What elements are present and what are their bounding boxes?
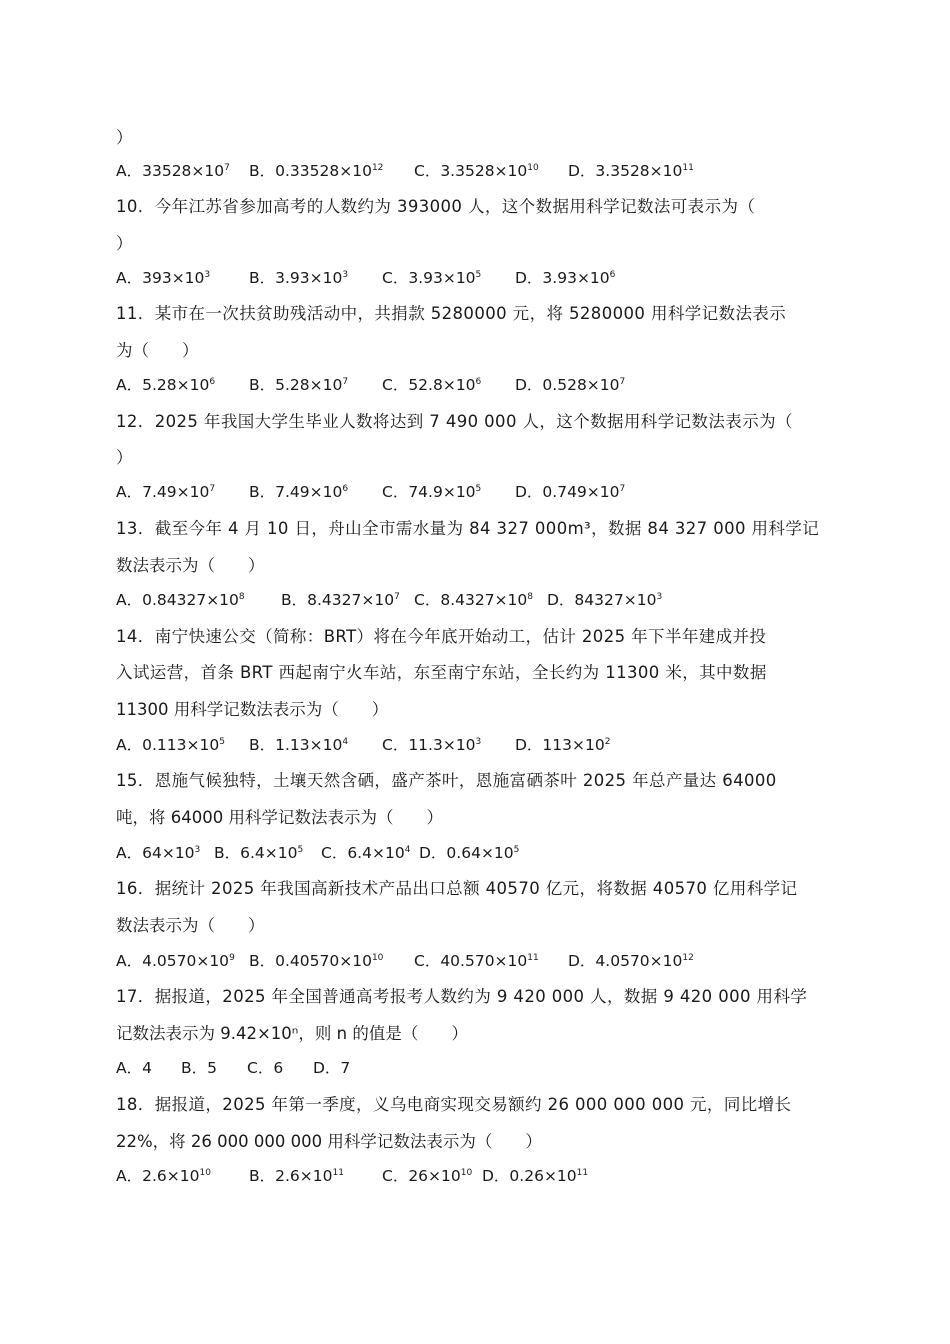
q13-option-a: A．$0.84327\times 10^8$ (116, 591, 245, 609)
q9-option-a: A．$33528\times 10^7$ (116, 162, 230, 180)
q17-option-c: C．6 (247, 1059, 284, 1077)
q11-option-a: A．$5.28\times 10^6$ (116, 376, 216, 394)
q11-option-c: C．$52.8\times 10^6$ (382, 376, 482, 394)
q11-option-d: D．$0.528\times 10^7$ (515, 376, 626, 394)
q14-option-d: D．$113\times 10^2$ (515, 736, 611, 754)
q12-text: 12．2025 年我国大学生毕业人数将达到 7 490 000 人，这个数据用科学记数法表示为（ (116, 412, 793, 431)
q18-option-a: A．$2.6\times 10^{10}$ (116, 1167, 211, 1185)
q13-text: 13．截至今年 4 月 10 日，舟山全市需水量为 84 327 000m³，数据 84 327 000 用科学记 (116, 519, 820, 538)
q14-tail: 11300 用科学记数法表示为（ ） (116, 700, 389, 719)
q14-text: 14．南宁快速公交（简称：BRT）将在今年底开始动工，估计 2025 年下半年建成并投 (116, 627, 767, 646)
q15-tail: 吨，将 64000 用科学记数法表示为（ ） (116, 808, 443, 827)
q16-option-d: D．$4.0570\times 10^{12}$ (568, 952, 694, 970)
q13-option-c: C．$8.4327\times 10^8$ (414, 591, 534, 609)
q17-option-a: A．4 (116, 1059, 152, 1077)
q9-option-d: D．$3.3528\times 10^{11}$ (568, 162, 694, 180)
q12-option-c: C．$74.9\times 10^5$ (382, 483, 482, 501)
q16-tail: 数法表示为（ ） (116, 916, 265, 935)
q18-option-b: B．$2.6\times 10^{11}$ (249, 1167, 344, 1185)
q10-option-c: C．$3.93\times 10^5$ (382, 269, 482, 287)
q13-option-b: B．$8.4327\times 10^7$ (281, 591, 400, 609)
q16-option-c: C．$40.570\times 10^{11}$ (414, 952, 539, 970)
q16-text: 16．据统计 2025 年我国高新技术产品出口总额 40570 亿元，将数据 40570 亿用科学记 (116, 879, 798, 898)
q10-tail: ） (116, 234, 133, 253)
q11-tail: 为（ ） (116, 341, 199, 360)
q15-option-d: D．$0.64\times 10^5$ (419, 844, 520, 862)
q17-tail: 记数法表示为 9.42×10ⁿ，则 n 的值是（ ） (116, 1024, 468, 1043)
q14-option-b: B．$1.13\times 10^4$ (249, 736, 349, 754)
q14-text-line2: 入试运营，首条 BRT 西起南宁火车站，东至南宁东站，全长约为 11300 米，其中数据 (116, 663, 767, 682)
q10-option-b: B．$3.93\times 10^3$ (249, 269, 349, 287)
q15-option-b: B．$6.4\times 10^5$ (214, 844, 304, 862)
q10-option-a: A．$393\times 10^3$ (116, 269, 211, 287)
q11-option-b: B．$5.28\times 10^7$ (249, 376, 349, 394)
q12-option-d: D．$0.749\times 10^7$ (515, 483, 626, 501)
q15-option-c: C．$6.4\times 10^4$ (321, 844, 411, 862)
q9-option-c: C．$3.3528\times 10^{10}$ (414, 162, 539, 180)
q10-text: 10．今年江苏省参加高考的人数约为 393000 人，这个数据用科学记数法可表示为（ (116, 197, 756, 216)
q17-option-d: D．7 (313, 1059, 351, 1077)
q12-option-a: A．$7.49\times 10^7$ (116, 483, 216, 501)
q18-tail: 22%，将 26 000 000 000 用科学记数法表示为（ ） (116, 1132, 542, 1151)
q13-option-d: D．$84327\times 10^3$ (547, 591, 663, 609)
q9-tail: ） (116, 128, 133, 147)
q18-option-d: D．$0.26\times 10^{11}$ (482, 1167, 589, 1185)
q15-text: 15．恩施气候独特，土壤天然含硒，盛产茶叶，恩施富硒茶叶 2025 年总产量达 64000 (116, 771, 777, 790)
q16-option-b: B．$0.40570\times 10^{10}$ (249, 952, 384, 970)
q13-tail: 数法表示为（ ） (116, 556, 265, 575)
q10-option-d: D．$3.93\times 10^6$ (515, 269, 616, 287)
q9-option-b: B．$0.33528\times 10^{12}$ (249, 162, 384, 180)
q12-tail: ） (116, 448, 133, 467)
q17-option-b: B．5 (181, 1059, 217, 1077)
q17-text: 17．据报道，2025 年全国普通高考报考人数约为 9 420 000 人，数据 9 420 000 用科学 (116, 987, 808, 1006)
q18-text: 18．据报道，2025 年第一季度，义乌电商实现交易额约 26 000 000 000 元，同比增长 (116, 1095, 792, 1114)
q14-option-a: A．$0.113\times 10^5$ (116, 736, 225, 754)
q11-text: 11．某市在一次扶贫助残活动中，共捐款 5280000 元，将 5280000 用科学记数法表示 (116, 304, 787, 323)
q15-option-a: A．$64\times 10^3$ (116, 844, 201, 862)
q18-option-c: C．$26\times 10^{10}$ (382, 1167, 473, 1185)
q12-option-b: B．$7.49\times 10^6$ (249, 483, 349, 501)
q16-option-a: A．$4.0570\times 10^9$ (116, 952, 235, 970)
q14-option-c: C．$11.3\times 10^3$ (382, 736, 482, 754)
